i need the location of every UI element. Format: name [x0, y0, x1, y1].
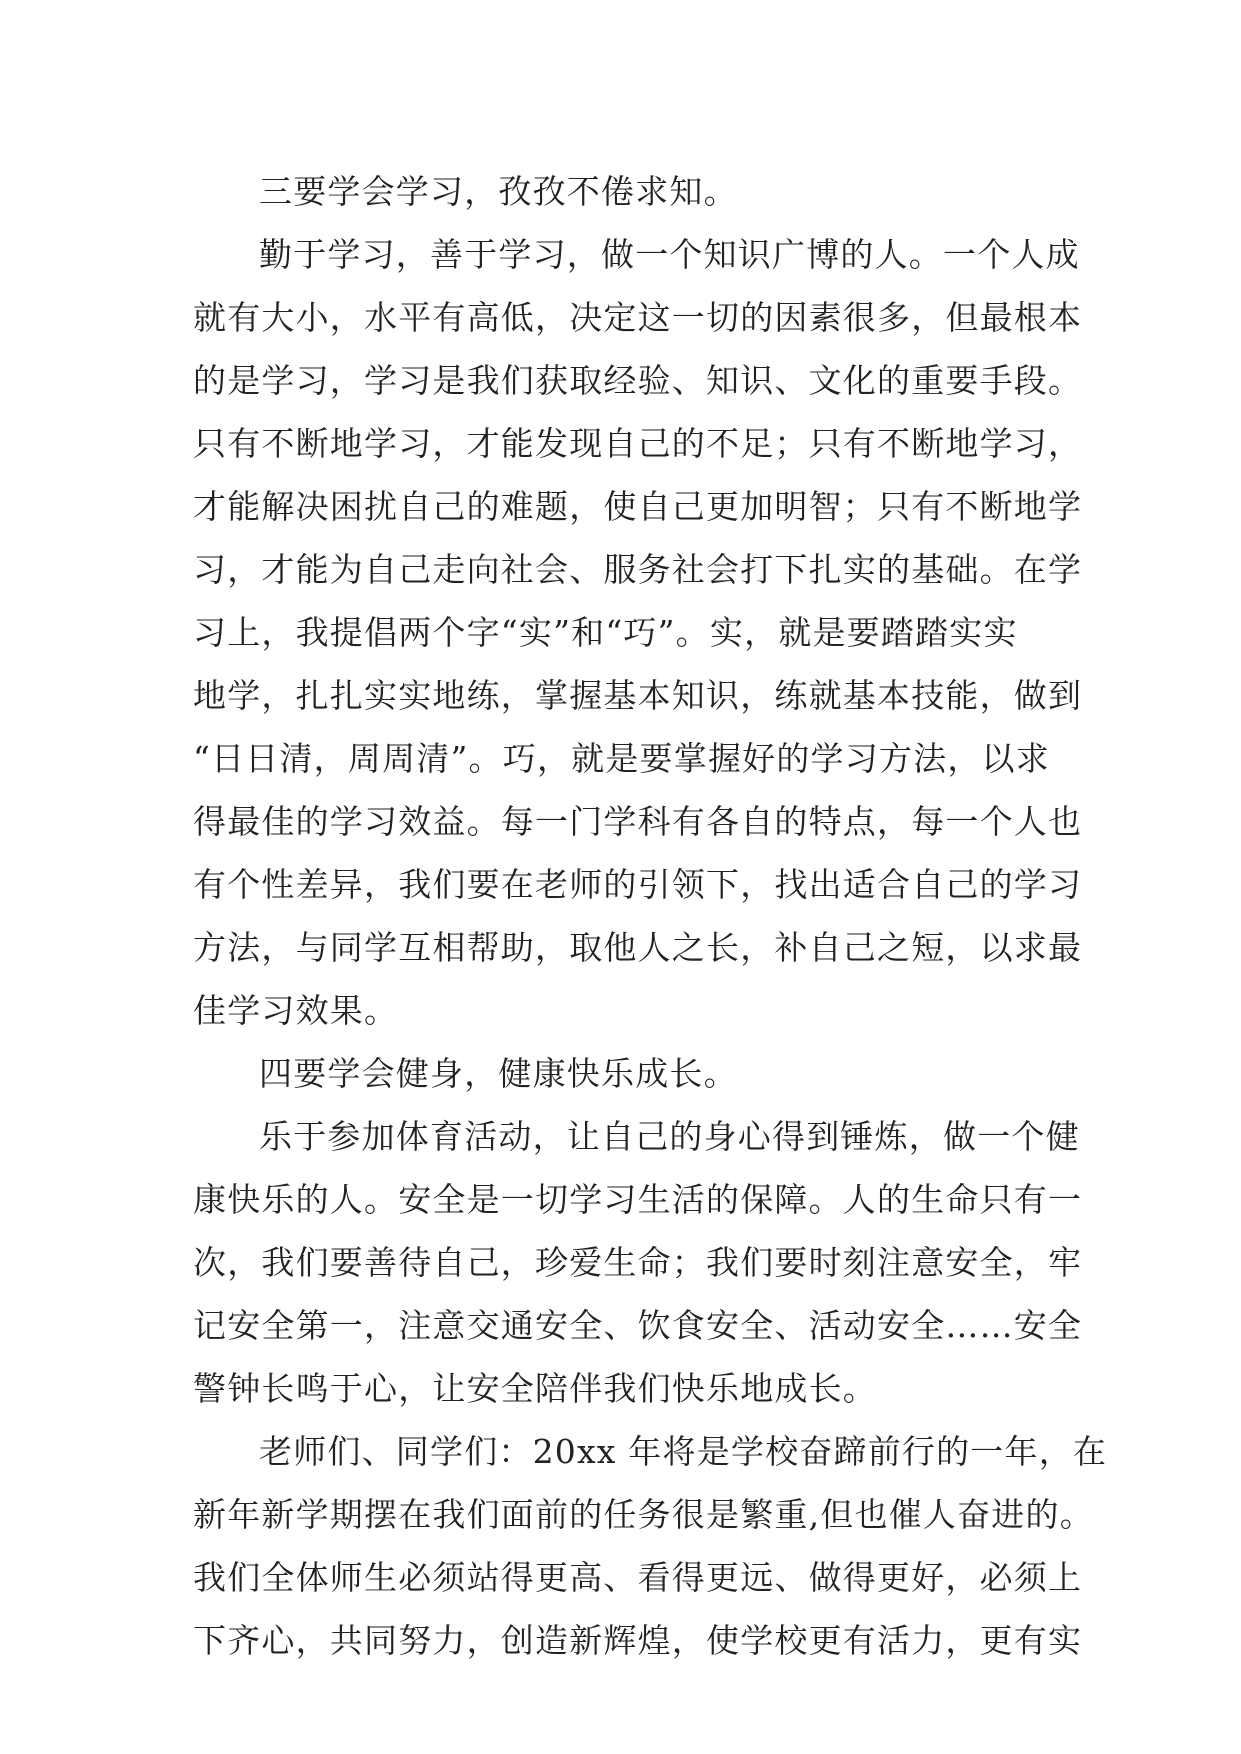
text-line: 下齐心，共同努力，创造新辉煌，使学校更有活力，更有实: [193, 1621, 1083, 1660]
text-line: 新年新学期摆在我们面前的任务很是繁重,但也催人奋进的。: [193, 1495, 1094, 1534]
text-line: 我们全体师生必须站得更高、看得更远、做得更好，必须上: [193, 1558, 1083, 1597]
text-line: 地学，扎扎实实地练，掌握基本知识，练就基本技能，做到: [193, 676, 1083, 715]
text-line: 佳学习效果。: [193, 991, 399, 1030]
text-line: 康快乐的人。安全是一切学习生活的保障。人的生命只有一: [193, 1180, 1083, 1219]
text-line: 就有大小，水平有高低，决定这一切的因素很多，但最根本: [193, 298, 1083, 337]
text-line: 方法，与同学互相帮助，取他人之长，补自己之短，以求最: [193, 928, 1083, 967]
text-line: “日日清，周周清”。巧，就是要掌握好的学习方法，以求: [193, 739, 1050, 778]
text-line: 勤于学习，善于学习，做一个知识广博的人。一个人成: [259, 235, 1080, 274]
text-line: 只有不断地学习，才能发现自己的不足；只有不断地学习，: [193, 424, 1083, 463]
text-line: 乐于参加体育活动，让自己的身心得到锤炼，做一个健: [259, 1117, 1080, 1156]
text-line: 四要学会健身，健康快乐成长。: [259, 1054, 738, 1093]
text-line: 有个性差异，我们要在老师的引领下，找出适合自己的学习: [193, 865, 1083, 904]
text-line: 习上，我提倡两个字“实”和“巧”。实，就是要踏踏实实: [193, 613, 1018, 652]
text-line: 警钟长鸣于心，让安全陪伴我们快乐地成长。: [193, 1369, 877, 1408]
text-line: 记安全第一，注意交通安全、饮食安全、活动安全……安全: [193, 1306, 1083, 1345]
text-line: 老师们、同学们：20xx 年将是学校奋蹄前行的一年，在: [259, 1432, 1108, 1471]
text-line: 的是学习，学习是我们获取经验、知识、文化的重要手段。: [193, 361, 1083, 400]
text-line: 得最佳的学习效益。每一门学科有各自的特点，每一个人也: [193, 802, 1083, 841]
text-line: 习，才能为自己走向社会、服务社会打下扎实的基础。在学: [193, 550, 1083, 589]
text-line: 才能解决困扰自己的难题，使自己更加明智；只有不断地学: [193, 487, 1083, 526]
document-body: [193, 160, 1108, 1672]
text-line: 次，我们要善待自己，珍爱生命；我们要时刻注意安全，牢: [193, 1243, 1083, 1282]
text-line: 三要学会学习，孜孜不倦求知。: [259, 172, 738, 211]
